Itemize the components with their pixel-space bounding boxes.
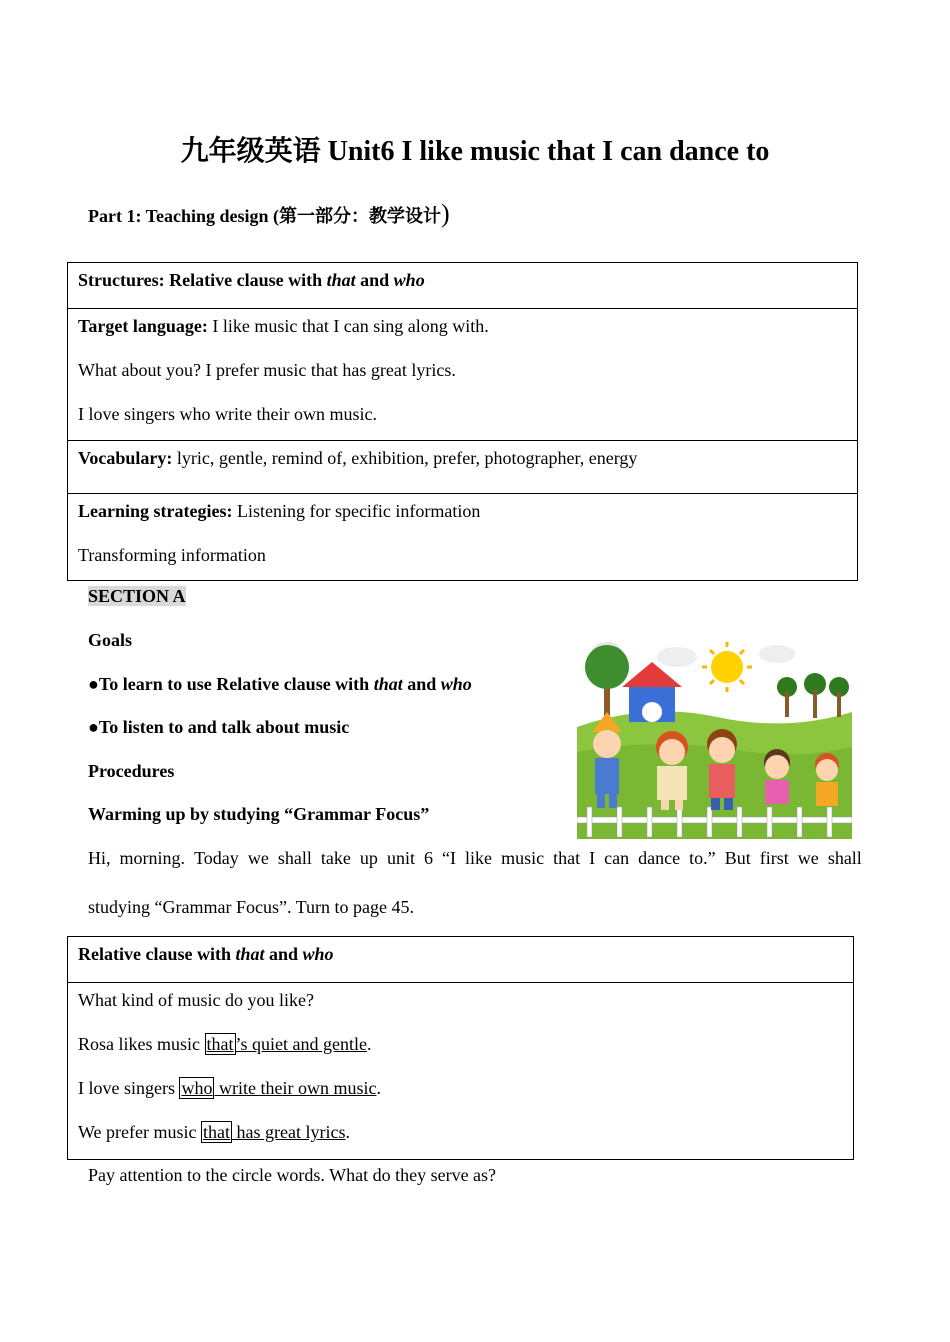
- grammar-header-text: [78, 943, 843, 965]
- vocabulary-words: lyric, gentle, remind of, exhibition, prefer, photographer, energy: [172, 448, 638, 468]
- strategies-line-1: [78, 500, 847, 522]
- grammar-focus-table: [67, 936, 854, 1160]
- structures-who: who: [393, 270, 425, 290]
- s1-clause: ’s quiet and gentle: [235, 1034, 367, 1054]
- goal-1-who: who: [440, 674, 472, 694]
- footer-question: Pay attention to the circle words. What do they serve as?: [88, 1165, 497, 1185]
- s2-end: .: [376, 1078, 381, 1098]
- grammar-header-who: who: [302, 944, 334, 964]
- goal-item-1: [88, 673, 472, 695]
- part-heading-paren: ): [441, 199, 450, 228]
- s3-circled-word: that: [203, 1122, 230, 1142]
- intro-word: can: [604, 848, 630, 868]
- target-language-row: [68, 309, 857, 441]
- children-illustration: [577, 632, 852, 839]
- goal-1-that: that: [373, 674, 403, 694]
- structures-row: [68, 263, 857, 309]
- s3-clause: has great lyrics: [232, 1122, 346, 1142]
- intro-word: Hi,: [88, 848, 111, 868]
- s3-pre: We prefer music: [78, 1122, 201, 1142]
- strategies-row: [68, 494, 857, 580]
- grammar-header-label: Relative clause with: [78, 944, 236, 964]
- s2-clause: write their own music: [214, 1078, 377, 1098]
- intro-word: first: [759, 848, 789, 868]
- target-line-1: [78, 315, 847, 337]
- intro-word: that: [553, 848, 581, 868]
- intro-word: take: [320, 848, 351, 868]
- goal-item-2: ●To listen to and talk about music: [88, 717, 350, 737]
- s3-end: .: [345, 1122, 350, 1142]
- grammar-header-that: that: [235, 944, 265, 964]
- structures-text: [78, 269, 847, 291]
- grammar-header-and: and: [264, 944, 303, 964]
- grammar-header-row: [68, 937, 853, 983]
- example-question: What kind of music do you like?: [78, 990, 314, 1010]
- intro-word: shall: [827, 848, 862, 868]
- page-title: 九年级英语 Unit6 I like music that I can dance to: [180, 136, 770, 167]
- intro-word: I: [589, 848, 596, 868]
- strategies-label: Learning strategies:: [78, 501, 233, 521]
- intro-word: like: [465, 848, 493, 868]
- s1-pre: Rosa likes music: [78, 1034, 205, 1054]
- intro-word: music: [501, 848, 545, 868]
- intro-word: unit: [386, 848, 415, 868]
- part-heading-label: Part 1: Teaching design (第一部分：教学设计: [88, 206, 442, 226]
- s1-circled-word: that: [206, 1034, 234, 1054]
- vocabulary-label: Vocabulary:: [78, 448, 173, 468]
- example-sentence-1: [78, 1033, 843, 1055]
- s2-circled-word: who: [181, 1078, 213, 1098]
- section-title: SECTION A: [88, 586, 186, 606]
- part-heading: [88, 200, 450, 230]
- intro-word: dance: [638, 848, 681, 868]
- target-text-1: I like music that I can sing along with.: [207, 316, 489, 336]
- intro-word: morning.: [119, 848, 186, 868]
- structures-and: and: [355, 270, 394, 290]
- example-sentence-3: [78, 1121, 843, 1143]
- vocabulary-row: [68, 441, 857, 494]
- intro-word: Today: [194, 848, 239, 868]
- s1-end: .: [366, 1034, 372, 1054]
- procedures-heading: Procedures: [88, 761, 175, 781]
- goals-heading: Goals: [88, 630, 133, 650]
- vocabulary-text: [78, 447, 847, 469]
- goal-1-text: ●To learn to use Relative clause with: [88, 674, 374, 694]
- target-label: Target language:: [78, 316, 208, 336]
- intro-word: up: [359, 848, 378, 868]
- intro-word: we: [247, 848, 269, 868]
- grammar-examples-row: [68, 983, 853, 1159]
- target-line-2: What about you? I prefer music that has great lyrics.: [78, 360, 456, 380]
- s2-pre: I love singers: [78, 1078, 180, 1098]
- goal-1-and: and: [402, 674, 441, 694]
- target-line-3: I love singers who write their own music.: [78, 404, 377, 424]
- intro-word: to.”: [689, 848, 716, 868]
- intro-word: “I: [442, 848, 456, 868]
- intro-word: shall: [277, 848, 312, 868]
- section-heading: [88, 585, 186, 607]
- strategies-line-2: Transforming information: [78, 545, 266, 565]
- structures-label: Structures: Relative clause with: [78, 270, 327, 290]
- intro-paragraph-line-2: studying “Grammar Focus”. Turn to page 45.: [88, 897, 414, 917]
- intro-word: we: [797, 848, 819, 868]
- intro-paragraph-line-1: [88, 847, 862, 869]
- warming-heading: Warming up by studying “Grammar Focus”: [88, 804, 430, 824]
- structures-that: that: [326, 270, 356, 290]
- overview-table: [67, 262, 858, 581]
- intro-word: But: [724, 848, 751, 868]
- children-garden-icon: [577, 632, 852, 839]
- strategies-text-1: Listening for specific information: [232, 501, 481, 521]
- intro-word: 6: [423, 848, 433, 868]
- example-sentence-2: [78, 1077, 843, 1099]
